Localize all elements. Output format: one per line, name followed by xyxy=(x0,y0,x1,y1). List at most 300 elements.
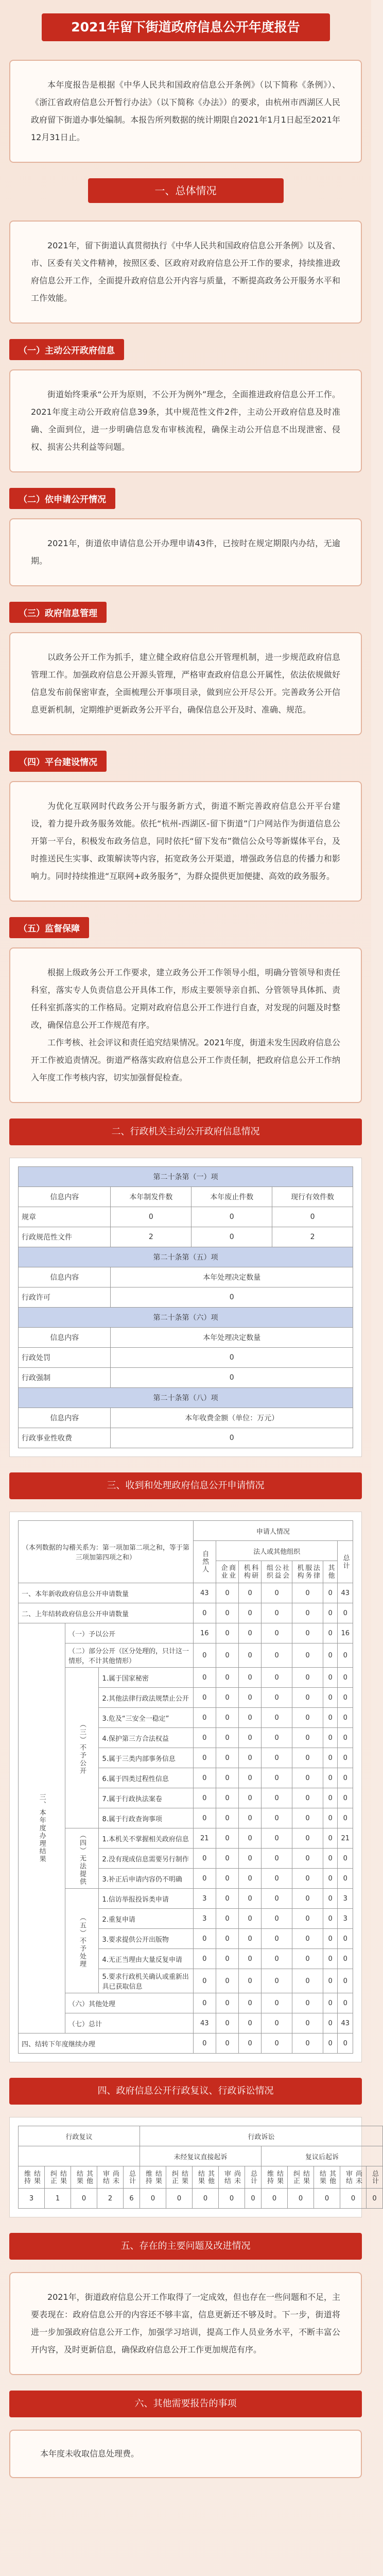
table-row xyxy=(19,1889,353,1909)
cell: 0 xyxy=(216,1969,238,1993)
cell: 0 xyxy=(193,1949,216,1969)
row-label: 5.属于三类内部事务信息 xyxy=(99,1748,193,1768)
cell: 0 xyxy=(262,1728,292,1748)
table-row xyxy=(19,1287,353,1308)
cell: 0 xyxy=(338,1849,353,1869)
cell: 0 xyxy=(323,1768,338,1788)
cell: 0 xyxy=(272,1207,353,1227)
cell: 43 xyxy=(193,1583,216,1603)
col-total: 总计 xyxy=(338,1541,353,1583)
cell: 0 xyxy=(292,1889,323,1909)
cell: 0 xyxy=(323,1623,338,1643)
table-row xyxy=(19,1828,353,1849)
cell: 0 xyxy=(262,1768,292,1788)
cell: 0 xyxy=(239,1768,262,1788)
cell: 0 xyxy=(111,1368,353,1388)
cell: 0 xyxy=(323,1969,338,1993)
cell: 0 xyxy=(216,1889,238,1909)
review-subcol: 结果纠正 xyxy=(166,2166,193,2189)
col-applicant: 申请人情况 xyxy=(193,1521,353,1541)
cell: 0 xyxy=(323,1583,338,1603)
sub3-panel xyxy=(9,632,362,735)
review-value: 1 xyxy=(45,2189,71,2209)
cell: 0 xyxy=(193,1929,216,1949)
cell: 0 xyxy=(338,1993,353,2013)
group-unable: （四）无法提供 xyxy=(65,1828,98,1889)
cell: 0 xyxy=(262,1583,292,1603)
sub4-title: （四）平台建设情况 xyxy=(9,751,107,772)
cell: 0 xyxy=(262,1949,292,1969)
review-value: 0 xyxy=(314,2189,340,2209)
cell: 0 xyxy=(262,1929,292,1949)
table-row xyxy=(19,1207,353,1227)
cell: 0 xyxy=(292,1969,323,1993)
cell: 0 xyxy=(338,1929,353,1949)
row-label: （一）予以公开 xyxy=(65,1623,193,1643)
col-name-2: 信息内容 xyxy=(19,1267,111,1287)
cell: 0 xyxy=(239,1869,262,1889)
cell: 0 xyxy=(239,1808,262,1828)
cell: 0 xyxy=(111,1428,353,1448)
cell: 0 xyxy=(216,1808,238,1828)
review-subcol: 结果纠正 xyxy=(45,2166,71,2189)
cell: 0 xyxy=(338,1768,353,1788)
cell: 0 xyxy=(338,1949,353,1969)
cell: 0 xyxy=(193,1728,216,1748)
cell: 0 xyxy=(323,1728,338,1748)
block4-title: 第二十条第（八）项 xyxy=(19,1388,353,1408)
cell: 2 xyxy=(272,1227,353,1247)
col-sub: 科研机构 xyxy=(239,1561,262,1583)
table-row xyxy=(19,1583,353,1603)
review-value: 0 xyxy=(245,2189,262,2209)
row-label: 6.属于四类过程性信息 xyxy=(99,1768,193,1788)
cell: 0 xyxy=(292,1583,323,1603)
proactive-table xyxy=(18,1166,353,1448)
cell: 0 xyxy=(262,1688,292,1708)
row-label: 7.属于行政执法案卷 xyxy=(99,1788,193,1808)
cell: 0 xyxy=(216,1688,238,1708)
row-label: 1.信访举报投诉类申请 xyxy=(99,1889,193,1909)
cell: 0 xyxy=(216,1929,238,1949)
cell: 0 xyxy=(239,1828,262,1849)
row-label: 3.补正后申请内容仍不明确 xyxy=(99,1869,193,1889)
cell: 0 xyxy=(192,1227,272,1247)
sub2-text: 2021年，街道依申请信息公开办理申请43件，已按时在规定期限内办结，无逾期。 xyxy=(31,538,340,566)
cell: 0 xyxy=(323,2013,338,2033)
review-subcol: 其他结果 xyxy=(71,2166,97,2189)
other-text: 本年度未收取信息处理费。 xyxy=(40,2449,140,2459)
cell: 43 xyxy=(338,2013,353,2033)
table-row xyxy=(19,1643,353,1668)
intro-text: 本年度报告是根据《中华人民共和国政府信息公开条例》（以下简称《条例》）、《浙江省政府信息公开暂行办法》（以下简称《办法》）的要求，由杭州市西湖区人民政府留下街道办事处编制。本报告所列数据的统计期限自2021年1月1日起至2021年12月31日止。 xyxy=(31,80,340,142)
cell: 0 xyxy=(239,1623,262,1643)
cell: 16 xyxy=(338,1623,353,1643)
cell: 21 xyxy=(193,1828,216,1849)
cell: 0 xyxy=(239,1688,262,1708)
review-subcol: 其他结果 xyxy=(193,2166,219,2189)
cell: 0 xyxy=(323,1788,338,1808)
cell: 0 xyxy=(193,1849,216,1869)
cell: 0 xyxy=(216,1849,238,1869)
cell: 0 xyxy=(323,1828,338,1849)
cell: 0 xyxy=(292,1808,323,1828)
group-result: 三、本年度办理结果 xyxy=(19,1623,65,2033)
cell: 0 xyxy=(323,1668,338,1688)
cell: 0 xyxy=(292,1668,323,1688)
col-sub: 法律服务机构 xyxy=(292,1561,323,1583)
sub5-text-1: 根据上级政务公开工作要求，建立政务公开工作领导小组，明确分管领导和责任科室，落实专人负责信息公开具体工作，形成主要领导亲自抓、分管领导具体抓、责任科室抓落实的工作格局。定期对政府信息公开工作进行自查，对发现的问题及时整改，确保信息公开工作规范有序。 xyxy=(31,968,340,1030)
review-value: 0 xyxy=(140,2189,166,2209)
table3-header: 四、政府信息公开行政复议、行政诉讼情况 xyxy=(9,2078,362,2105)
review-value: 0 xyxy=(262,2189,288,2209)
cell: 0 xyxy=(262,1623,292,1643)
general-intro-panel xyxy=(9,221,362,324)
application-table xyxy=(18,1520,353,2054)
row-label: 二、上年结转政府信息公开申请数量 xyxy=(19,1603,194,1623)
cell: 0 xyxy=(338,1869,353,1889)
sub3-title: （三）政府信息管理 xyxy=(9,602,107,623)
sub1-panel xyxy=(9,369,362,472)
review-value: 2 xyxy=(97,2189,124,2209)
table1-panel xyxy=(9,1158,362,1457)
cell: 0 xyxy=(262,1708,292,1728)
table-row xyxy=(19,1668,353,1688)
cell: 0 xyxy=(216,1603,238,1623)
row-label: 1.属于国家秘密 xyxy=(99,1668,193,1688)
general-header: 一、总体情况 xyxy=(88,178,284,203)
cell: 0 xyxy=(338,1688,353,1708)
cell: 0 xyxy=(111,1287,353,1308)
col-natural: 自然人 xyxy=(193,1541,216,1583)
cell: 0 xyxy=(111,1207,192,1227)
cell: 0 xyxy=(216,1728,238,1748)
cell: 3 xyxy=(193,1909,216,1929)
cell: 0 xyxy=(338,1603,353,1623)
cell: 0 xyxy=(338,1728,353,1748)
sub1-text: 街道始终秉承“公开为原则，不公开为例外”理念，全面推进政府信息公开工作。2021年度主动公开政府信息39条，其中规范性文件2件，主动公开政府信息及时准确、全面到位，进一步明确信息发布审核流程，确保主动公开信息不出现泄密、侵权、损害公共利益等问题。 xyxy=(31,389,340,452)
cell: 43 xyxy=(193,2013,216,2033)
cell: 0 xyxy=(239,1788,262,1808)
problems-text: 2021年，街道政府信息公开工作取得了一定成效，但也存在一些问题和不足，主要表现在：政府信息公开的内容还不够丰富，信息更新还不够及时。下一步，街道将进一步加强政府信息公开工作，加强学习培训，提高工作人员业务水平，不断丰富公开内容，及时更新信息，确保政府信息公开工作更加规范有序。 xyxy=(31,2292,340,2354)
col-repeal: 本年废止件数 xyxy=(192,1187,272,1207)
cell: 0 xyxy=(216,1768,238,1788)
table2-panel xyxy=(9,1512,362,2062)
col-name: 信息内容 xyxy=(19,1187,111,1207)
col-name-4: 信息内容 xyxy=(19,1408,111,1428)
cell: 0 xyxy=(216,1623,238,1643)
table-row xyxy=(19,1348,353,1368)
cell: 0 xyxy=(239,1668,262,1688)
review-value: 0 xyxy=(166,2189,193,2209)
cell: 0 xyxy=(216,1668,238,1688)
col-sub: 其他 xyxy=(323,1561,338,1583)
cell: 0 xyxy=(292,1728,323,1748)
cell: 0 xyxy=(239,1643,262,1668)
cell: 0 xyxy=(262,1643,292,1668)
cell: 0 xyxy=(193,1708,216,1728)
cell: 0 xyxy=(292,1603,323,1623)
cell: 0 xyxy=(292,2033,323,2054)
col-made: 本年制发件数 xyxy=(111,1187,192,1207)
cell: 16 xyxy=(193,1623,216,1643)
cell: 0 xyxy=(239,1969,262,1993)
cell: 0 xyxy=(193,1748,216,1768)
problems-header: 五、存在的主要问题及改进情况 xyxy=(9,2233,362,2260)
cell: 0 xyxy=(292,1768,323,1788)
cell: 0 xyxy=(338,2033,353,2054)
cell: 0 xyxy=(292,1909,323,1929)
sub5-panel xyxy=(9,947,362,1103)
cell: 0 xyxy=(262,1668,292,1688)
col-valid: 现行有效件数 xyxy=(272,1187,353,1207)
review-subcol: 总计 xyxy=(124,2166,140,2189)
page-title: 2021年留下街道政府信息公开年度报告 xyxy=(42,13,330,41)
cell: 0 xyxy=(292,1708,323,1728)
col-direct: 未经复议直接起诉 xyxy=(140,2146,262,2166)
review-subcol: 结果维持 xyxy=(140,2166,166,2189)
cell: 0 xyxy=(193,1969,216,1993)
cell: 0 xyxy=(292,1949,323,1969)
cell: 0 xyxy=(239,1708,262,1728)
col-result-2: 本年处理决定数量 xyxy=(111,1267,353,1287)
cell: 0 xyxy=(239,1583,262,1603)
cell: 0 xyxy=(323,1643,338,1668)
group-nopub: （三）不予公开 xyxy=(65,1668,98,1828)
cell: 0 xyxy=(216,1748,238,1768)
review-values xyxy=(19,2189,383,2209)
cell: 0 xyxy=(216,1869,238,1889)
cell: 0 xyxy=(193,1768,216,1788)
cell: 0 xyxy=(193,1603,216,1623)
cell: 0 xyxy=(262,2033,292,2054)
cell: 0 xyxy=(262,1808,292,1828)
cell: 0 xyxy=(323,1993,338,2013)
cell: 0 xyxy=(292,1849,323,1869)
review-value: 0 xyxy=(367,2189,383,2209)
cell: 0 xyxy=(216,2033,238,2054)
cell: 0 xyxy=(338,1668,353,1688)
review-subcol: 尚未审结 xyxy=(219,2166,245,2189)
review-blank xyxy=(19,2146,140,2166)
other-header: 六、其他需要报告的事项 xyxy=(9,2391,362,2417)
review-subcol: 尚未审结 xyxy=(340,2166,367,2189)
review-value: 3 xyxy=(19,2189,45,2209)
col-fee: 本年收费金额（单位：万元） xyxy=(111,1408,353,1428)
cell: 3 xyxy=(338,1889,353,1909)
cell: 0 xyxy=(262,1748,292,1768)
application-table-body xyxy=(19,1583,353,2054)
cell: 行政规范性文件 xyxy=(19,1227,111,1247)
table-row xyxy=(19,2013,353,2033)
cell: 0 xyxy=(193,1668,216,1688)
cell: 0 xyxy=(292,1643,323,1668)
cell: 0 xyxy=(216,1909,238,1929)
cell: 0 xyxy=(262,2013,292,2033)
block1-title: 第二十条第（一）项 xyxy=(19,1167,353,1187)
review-value: 0 xyxy=(288,2189,314,2209)
table3-panel xyxy=(9,2117,378,2217)
cell: 0 xyxy=(262,1849,292,1869)
col-result-3: 本年处理决定数量 xyxy=(111,1328,353,1348)
review-value: 0 xyxy=(340,2189,367,2209)
cell: 0 xyxy=(193,1643,216,1668)
cell: 3 xyxy=(338,1909,353,1929)
table-row xyxy=(19,1603,353,1623)
cell: 0 xyxy=(216,1643,238,1668)
general-intro-text: 2021年，留下街道认真贯彻执行《中华人民共和国政府信息公开条例》以及省、市、区委有关文件精神，按照区委、区政府对政府信息公开工作的要求，持续推进政府信息公开工作，全面提升政府信息公开内容与质量，不断提高政务公开服务水平和工作效能。 xyxy=(31,241,340,303)
cell: 规章 xyxy=(19,1207,111,1227)
cell: 0 xyxy=(239,1748,262,1768)
cell: 0 xyxy=(239,1849,262,1869)
row-label: 2.重复申请 xyxy=(99,1909,193,1929)
cell: 0 xyxy=(323,1708,338,1728)
cell: 0 xyxy=(323,1909,338,1929)
cell: 0 xyxy=(216,1708,238,1728)
cell: 0 xyxy=(323,1808,338,1828)
review-subcol: 总计 xyxy=(245,2166,262,2189)
table-row xyxy=(19,2033,353,2054)
cell: 0 xyxy=(193,2033,216,2054)
cell: 0 xyxy=(292,1623,323,1643)
cell: 0 xyxy=(338,1808,353,1828)
cell: 0 xyxy=(193,1688,216,1708)
review-subcol: 总计 xyxy=(367,2166,383,2189)
col-main: （本列数据的勾稽关系为：第一项加第二项之和，等于第三项加第四项之和） xyxy=(19,1521,194,1583)
cell: 0 xyxy=(323,1949,338,1969)
cell: 2 xyxy=(111,1227,192,1247)
cell: 0 xyxy=(262,1969,292,1993)
cell: 0 xyxy=(323,1603,338,1623)
cell: 0 xyxy=(262,1889,292,1909)
cell: 0 xyxy=(292,1869,323,1889)
cell: 0 xyxy=(292,1929,323,1949)
cell: 0 xyxy=(239,1993,262,2013)
row-label: 1.本机关不掌握相关政府信息 xyxy=(99,1828,193,1849)
row-label: 四、结转下年度继续办理 xyxy=(19,2033,194,2054)
row-label: 4.保护第三方合法权益 xyxy=(99,1728,193,1748)
table1-header: 二、行政机关主动公开政府信息情况 xyxy=(9,1118,362,1145)
cell: 0 xyxy=(323,1929,338,1949)
cell: 0 xyxy=(338,1708,353,1728)
cell: 43 xyxy=(338,1583,353,1603)
review-value: 0 xyxy=(219,2189,245,2209)
row-label: 5.要求行政机关确认或重新出具已获取信息 xyxy=(99,1969,193,1993)
review-value: 0 xyxy=(71,2189,97,2209)
cell: 0 xyxy=(262,1869,292,1889)
row-label: （二）部分公开（区分处理的，只计这一情形，不计其他情形） xyxy=(65,1643,193,1668)
review-value: 6 xyxy=(124,2189,140,2209)
cell: 0 xyxy=(216,1993,238,2013)
review-value: 0 xyxy=(193,2189,219,2209)
row-label: （七）总计 xyxy=(65,2013,193,2033)
sub2-title: （二）依申请公开情况 xyxy=(9,488,115,509)
cell: 0 xyxy=(338,1643,353,1668)
cell: 0 xyxy=(262,1828,292,1849)
col-sub: 商业企业 xyxy=(216,1561,238,1583)
cell: 0 xyxy=(239,1728,262,1748)
cell: 0 xyxy=(193,1869,216,1889)
cell: 0 xyxy=(111,1348,353,1368)
cell: 行政许可 xyxy=(19,1287,111,1308)
row-label: 2.没有现成信息需要另行制作 xyxy=(99,1849,193,1869)
cell: 0 xyxy=(323,2033,338,2054)
cell: 21 xyxy=(338,1828,353,1849)
cell: 行政事业性收费 xyxy=(19,1428,111,1448)
table2-header: 三、收到和处理政府信息公开申请情况 xyxy=(9,1472,362,1499)
cell: 0 xyxy=(262,1909,292,1929)
cell: 0 xyxy=(338,1788,353,1808)
cell: 0 xyxy=(239,1909,262,1929)
cell: 0 xyxy=(192,1207,272,1227)
table-row xyxy=(19,1993,353,2013)
problems-panel xyxy=(9,2272,362,2375)
col-name-3: 信息内容 xyxy=(19,1328,111,1348)
col-legal: 法人或其他组织 xyxy=(216,1541,338,1561)
cell: 0 xyxy=(216,1583,238,1603)
table-row xyxy=(19,1428,353,1448)
row-label: （六）其他处理 xyxy=(65,1993,193,2013)
row-label: 3.要求提供公开出版物 xyxy=(99,1929,193,1949)
col-after: 复议后起诉 xyxy=(262,2146,383,2166)
cell: 0 xyxy=(239,2013,262,2033)
cell: 0 xyxy=(239,1603,262,1623)
cell: 0 xyxy=(338,1748,353,1768)
cell: 0 xyxy=(292,1828,323,1849)
cell: 0 xyxy=(292,2013,323,2033)
review-subheader xyxy=(19,2166,383,2189)
review-subcol: 结果纠正 xyxy=(288,2166,314,2189)
cell: 0 xyxy=(292,1748,323,1768)
group-noproc: （五）不予处理 xyxy=(65,1889,98,1993)
review-subcol: 尚未审结 xyxy=(97,2166,124,2189)
cell: 3 xyxy=(193,1889,216,1909)
cell: 0 xyxy=(323,1748,338,1768)
table-row xyxy=(19,1368,353,1388)
col-suit: 行政诉讼 xyxy=(140,2126,383,2146)
block2-title: 第二十条第（五）项 xyxy=(19,1247,353,1267)
cell: 行政处罚 xyxy=(19,1348,111,1368)
cell: 0 xyxy=(239,1889,262,1909)
cell: 0 xyxy=(193,1808,216,1828)
sub3-text: 以政务公开工作为抓手，建立健全政府信息公开管理机制，进一步规范政府信息管理工作。加强政府信息公开源头管理，严格审查政府信息公开属性，依法依规做好信息发布前保密审查，全面梳理公开事项目录，做到应公开尽公开。完善政务公开信息更新机制，定期维护更新政务公开平台，确保信息公开及时、准确、规范。 xyxy=(31,652,340,715)
cell: 0 xyxy=(323,1849,338,1869)
cell: 0 xyxy=(323,1688,338,1708)
sub5-text-2: 工作考核、社会评议和责任追究结果情况。2021年度，街道未发生因政府信息公开工作被追责情况。街道严格落实政府信息公开工作责任制，把政府信息公开工作纳入年度工作考核内容，切实加强督促检查。 xyxy=(31,1038,340,1082)
row-label: 8.属于行政查询事项 xyxy=(99,1808,193,1828)
row-label: 一、本年新收政府信息公开申请数量 xyxy=(19,1583,194,1603)
cell: 0 xyxy=(216,1949,238,1969)
cell: 0 xyxy=(262,1788,292,1808)
sub5-title: （五）监督保障 xyxy=(9,917,89,938)
cell: 0 xyxy=(216,1828,238,1849)
table-row xyxy=(19,1227,353,1247)
row-label: 4.无正当理由大量反复申请 xyxy=(99,1949,193,1969)
review-subcol: 其他结果 xyxy=(314,2166,340,2189)
cell: 0 xyxy=(216,1788,238,1808)
cell: 0 xyxy=(338,1969,353,1993)
sub4-text: 为优化互联网时代政务公开与服务新方式，街道不断完善政府信息公开平台建设，着力提升政务服务效能。依托“杭州-西湖区-留下街道”门户网站作为街道信息公开第一平台，积极发布政务信息，同时依托“留下发布”微信公众号等新媒体平台，及时推送民生实事、政策解读等内容，拓宽政务公开渠道，增强政务信息的传播力和影响力。同时持续推进“互联网+政务服务”，为群众提供更加便捷、高效的政务服务。 xyxy=(31,801,340,881)
row-label: 2.其他法律行政法规禁止公开 xyxy=(99,1688,193,1708)
sub1-title: （一）主动公开政府信息 xyxy=(9,339,124,360)
cell: 0 xyxy=(292,1788,323,1808)
review-subcol: 结果维持 xyxy=(262,2166,288,2189)
cell: 0 xyxy=(292,1993,323,2013)
row-label: 3.危及“三安全一稳定” xyxy=(99,1708,193,1728)
block3-title: 第二十条第（六）项 xyxy=(19,1308,353,1328)
cell: 0 xyxy=(193,1993,216,2013)
intro-panel xyxy=(9,60,362,163)
